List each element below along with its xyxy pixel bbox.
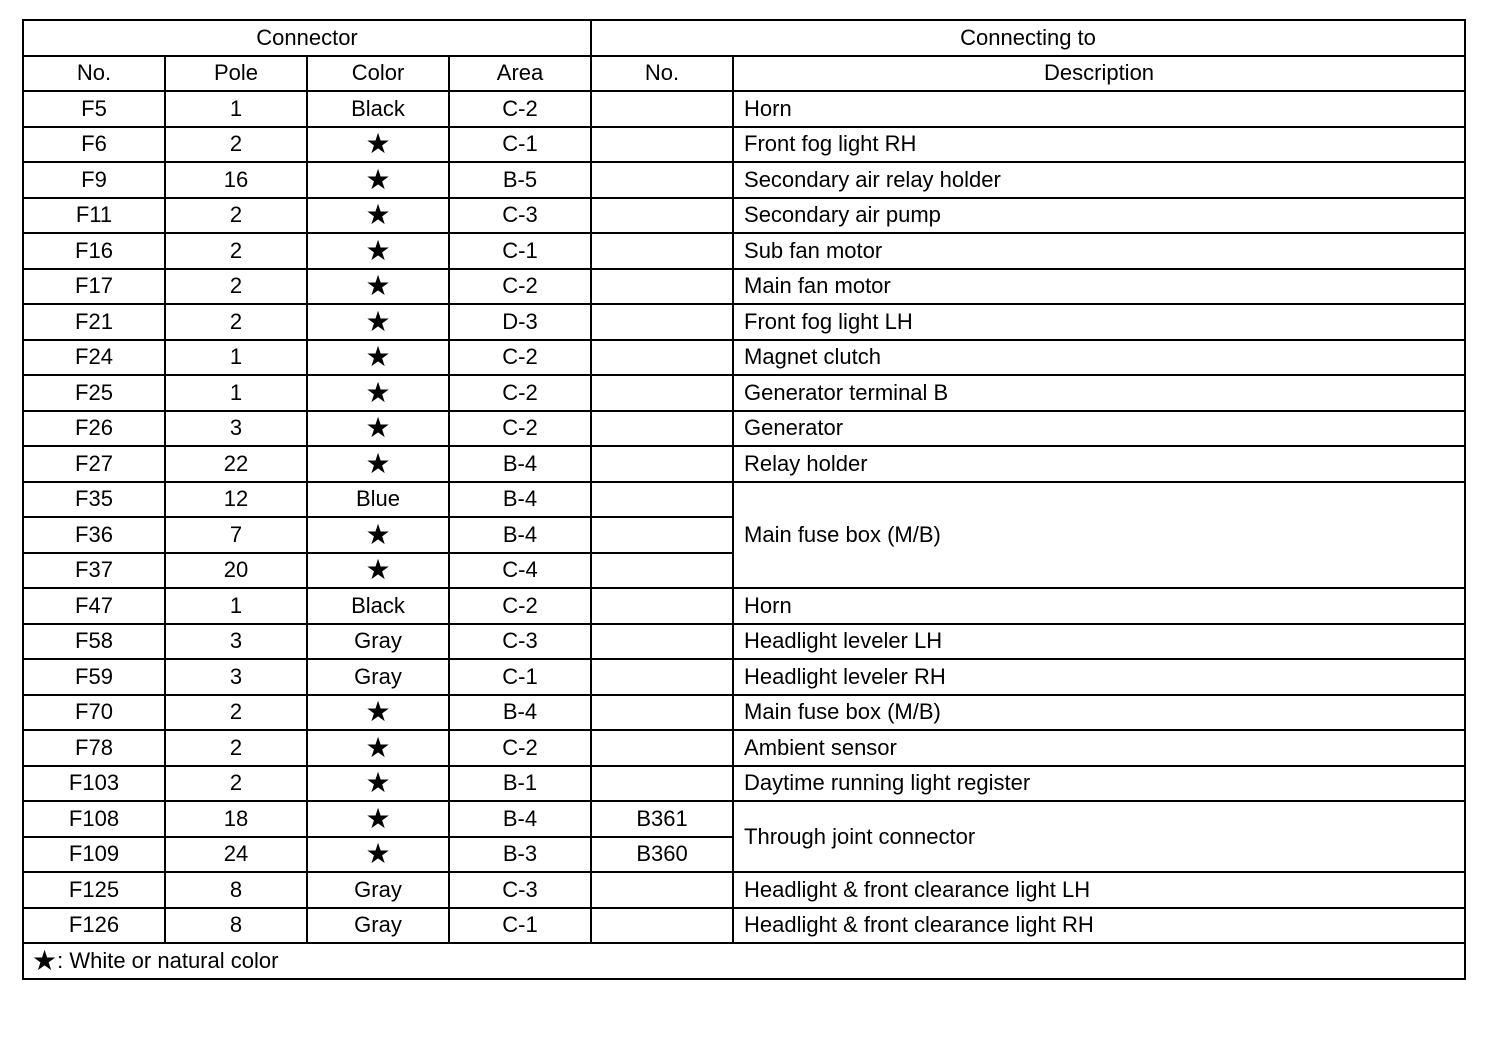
table-row — [23, 340, 1465, 376]
color-cell: Gray — [307, 659, 449, 695]
area-cell: C-1 — [449, 127, 591, 163]
description-cell: Horn — [733, 588, 1465, 624]
description-cell: Main fan motor — [733, 269, 1465, 305]
connector-no-cell: F17 — [23, 269, 165, 305]
connector-no-cell: F103 — [23, 766, 165, 802]
table-row — [23, 375, 1465, 411]
pole-cell: 2 — [165, 695, 307, 731]
color-cell — [307, 375, 449, 411]
connector-no-cell: F35 — [23, 482, 165, 518]
color-cell — [307, 269, 449, 305]
connecting-no-cell — [591, 588, 733, 624]
white-star-icon: ★ — [365, 554, 391, 586]
description-cell: Through joint connector — [733, 801, 1465, 872]
table-row — [23, 233, 1465, 269]
connecting-to-group-header: Connecting to — [591, 20, 1465, 56]
white-star-icon: ★ — [365, 767, 391, 799]
connector-no-cell: F108 — [23, 801, 165, 837]
connector-no-cell: F126 — [23, 908, 165, 944]
pole-cell: 12 — [165, 482, 307, 518]
connector-no-cell: F59 — [23, 659, 165, 695]
description-cell: Front fog light LH — [733, 304, 1465, 340]
pole-cell: 24 — [165, 837, 307, 873]
pole-cell: 1 — [165, 91, 307, 127]
area-cell: B-4 — [449, 801, 591, 837]
connector-no-cell: F78 — [23, 730, 165, 766]
connector-no-cell: F24 — [23, 340, 165, 376]
connecting-no-cell — [591, 482, 733, 518]
area-cell: B-4 — [449, 482, 591, 518]
pole-cell: 2 — [165, 304, 307, 340]
connector-no-cell: F27 — [23, 446, 165, 482]
legend-text: : White or natural color — [57, 947, 279, 973]
white-star-icon: ★ — [32, 944, 58, 976]
pole-cell: 16 — [165, 162, 307, 198]
connector-table — [22, 19, 1466, 980]
description-cell: Front fog light RH — [733, 127, 1465, 163]
connecting-no-cell — [591, 624, 733, 660]
area-cell: C-1 — [449, 659, 591, 695]
area-cell: B-4 — [449, 695, 591, 731]
to-no-column-header: No. — [591, 56, 733, 92]
table-row — [23, 801, 1465, 837]
connecting-no-cell — [591, 411, 733, 447]
connecting-no-cell — [591, 659, 733, 695]
connecting-no-cell — [591, 695, 733, 731]
connecting-no-cell — [591, 375, 733, 411]
pole-cell: 2 — [165, 730, 307, 766]
pole-cell: 7 — [165, 517, 307, 553]
connecting-no-cell — [591, 198, 733, 234]
area-cell: C-2 — [449, 588, 591, 624]
connector-group-header: Connector — [23, 20, 591, 56]
color-cell — [307, 233, 449, 269]
description-cell: Magnet clutch — [733, 340, 1465, 376]
color-cell — [307, 801, 449, 837]
table-row — [23, 198, 1465, 234]
color-column-header: Color — [307, 56, 449, 92]
connecting-no-cell — [591, 269, 733, 305]
white-star-icon: ★ — [365, 518, 391, 550]
white-star-icon: ★ — [365, 163, 391, 195]
table-row — [23, 411, 1465, 447]
table-row — [23, 695, 1465, 731]
table-row — [23, 624, 1465, 660]
pole-cell: 2 — [165, 127, 307, 163]
pole-cell: 3 — [165, 659, 307, 695]
connecting-no-cell — [591, 517, 733, 553]
pole-column-header: Pole — [165, 56, 307, 92]
description-cell: Headlight & front clearance light LH — [733, 872, 1465, 908]
area-cell: C-3 — [449, 198, 591, 234]
group-header-row — [23, 20, 1465, 56]
color-cell — [307, 127, 449, 163]
area-cell: B-1 — [449, 766, 591, 802]
table-row — [23, 766, 1465, 802]
pole-cell: 1 — [165, 340, 307, 376]
color-cell — [307, 553, 449, 589]
connecting-no-cell — [591, 872, 733, 908]
connecting-no-cell — [591, 730, 733, 766]
connecting-no-cell — [591, 446, 733, 482]
pole-cell: 22 — [165, 446, 307, 482]
pole-cell: 8 — [165, 872, 307, 908]
table-row — [23, 127, 1465, 163]
white-star-icon: ★ — [365, 341, 391, 373]
color-cell — [307, 162, 449, 198]
connecting-no-cell — [591, 233, 733, 269]
color-cell — [307, 695, 449, 731]
color-cell — [307, 198, 449, 234]
connector-no-cell: F125 — [23, 872, 165, 908]
table-row — [23, 588, 1465, 624]
white-star-icon: ★ — [365, 199, 391, 231]
description-cell: Sub fan motor — [733, 233, 1465, 269]
table-row — [23, 269, 1465, 305]
column-header-row — [23, 56, 1465, 92]
pole-cell: 2 — [165, 198, 307, 234]
white-star-icon: ★ — [365, 696, 391, 728]
connector-no-cell: F25 — [23, 375, 165, 411]
table-row — [23, 304, 1465, 340]
table-body — [23, 91, 1465, 979]
color-cell — [307, 340, 449, 376]
white-star-icon: ★ — [365, 447, 391, 479]
connector-no-cell: F9 — [23, 162, 165, 198]
white-star-icon: ★ — [365, 305, 391, 337]
connector-no-cell: F6 — [23, 127, 165, 163]
connector-no-cell: F5 — [23, 91, 165, 127]
area-cell: C-2 — [449, 91, 591, 127]
description-cell: Generator — [733, 411, 1465, 447]
description-cell: Horn — [733, 91, 1465, 127]
description-cell: Daytime running light register — [733, 766, 1465, 802]
description-cell: Headlight & front clearance light RH — [733, 908, 1465, 944]
area-cell: B-3 — [449, 837, 591, 873]
area-cell: C-2 — [449, 411, 591, 447]
connecting-no-cell — [591, 127, 733, 163]
area-cell: B-4 — [449, 517, 591, 553]
area-cell: C-3 — [449, 872, 591, 908]
area-cell: C-2 — [449, 375, 591, 411]
area-cell: B-4 — [449, 446, 591, 482]
connector-no-cell: F36 — [23, 517, 165, 553]
pole-cell: 1 — [165, 588, 307, 624]
connector-no-cell: F47 — [23, 588, 165, 624]
table-row — [23, 482, 1465, 518]
color-cell — [307, 411, 449, 447]
color-cell — [307, 517, 449, 553]
table-row — [23, 730, 1465, 766]
description-cell: Relay holder — [733, 446, 1465, 482]
color-cell: Gray — [307, 872, 449, 908]
white-star-icon: ★ — [365, 270, 391, 302]
color-cell — [307, 446, 449, 482]
pole-cell: 3 — [165, 411, 307, 447]
description-cell: Main fuse box (M/B) — [733, 695, 1465, 731]
table-row — [23, 446, 1465, 482]
area-cell: C-4 — [449, 553, 591, 589]
connector-no-cell: F21 — [23, 304, 165, 340]
connecting-no-cell — [591, 162, 733, 198]
connector-no-cell: F58 — [23, 624, 165, 660]
white-star-icon: ★ — [365, 838, 391, 870]
area-cell: C-2 — [449, 730, 591, 766]
pole-cell: 3 — [165, 624, 307, 660]
description-cell: Secondary air pump — [733, 198, 1465, 234]
connecting-no-cell — [591, 553, 733, 589]
color-cell: Gray — [307, 908, 449, 944]
pole-cell: 2 — [165, 766, 307, 802]
color-cell — [307, 766, 449, 802]
description-cell: Generator terminal B — [733, 375, 1465, 411]
connecting-no-cell — [591, 340, 733, 376]
color-cell: Black — [307, 91, 449, 127]
connector-no-cell: F26 — [23, 411, 165, 447]
white-star-icon: ★ — [365, 376, 391, 408]
white-star-icon: ★ — [365, 412, 391, 444]
white-star-icon: ★ — [365, 802, 391, 834]
white-star-icon: ★ — [365, 234, 391, 266]
color-cell: Gray — [307, 624, 449, 660]
area-cell: C-2 — [449, 269, 591, 305]
table-row — [23, 872, 1465, 908]
connector-no-cell: F109 — [23, 837, 165, 873]
description-cell: Headlight leveler RH — [733, 659, 1465, 695]
legend-row — [23, 943, 1465, 979]
connecting-no-cell — [591, 766, 733, 802]
table-row — [23, 908, 1465, 944]
connector-no-cell: F11 — [23, 198, 165, 234]
area-column-header: Area — [449, 56, 591, 92]
connecting-no-cell: B360 — [591, 837, 733, 873]
white-star-icon: ★ — [365, 731, 391, 763]
connecting-no-cell: B361 — [591, 801, 733, 837]
connecting-no-cell — [591, 908, 733, 944]
pole-cell: 2 — [165, 269, 307, 305]
area-cell: D-3 — [449, 304, 591, 340]
pole-cell: 18 — [165, 801, 307, 837]
color-cell: Blue — [307, 482, 449, 518]
connector-no-cell: F70 — [23, 695, 165, 731]
description-cell: Main fuse box (M/B) — [733, 482, 1465, 589]
description-cell: Ambient sensor — [733, 730, 1465, 766]
area-cell: C-2 — [449, 340, 591, 376]
connector-no-cell: F37 — [23, 553, 165, 589]
description-cell: Secondary air relay holder — [733, 162, 1465, 198]
connecting-no-cell — [591, 91, 733, 127]
color-cell — [307, 837, 449, 873]
table-row — [23, 162, 1465, 198]
color-cell — [307, 730, 449, 766]
color-cell: Black — [307, 588, 449, 624]
area-cell: B-5 — [449, 162, 591, 198]
table-row — [23, 91, 1465, 127]
legend-cell — [23, 943, 1465, 979]
pole-cell: 8 — [165, 908, 307, 944]
area-cell: C-3 — [449, 624, 591, 660]
pole-cell: 20 — [165, 553, 307, 589]
description-column-header: Description — [733, 56, 1465, 92]
table-row — [23, 659, 1465, 695]
pole-cell: 2 — [165, 233, 307, 269]
area-cell: C-1 — [449, 233, 591, 269]
description-cell: Headlight leveler LH — [733, 624, 1465, 660]
connecting-no-cell — [591, 304, 733, 340]
color-cell — [307, 304, 449, 340]
pole-cell: 1 — [165, 375, 307, 411]
white-star-icon: ★ — [365, 128, 391, 160]
connector-no-cell: F16 — [23, 233, 165, 269]
area-cell: C-1 — [449, 908, 591, 944]
no-column-header: No. — [23, 56, 165, 92]
